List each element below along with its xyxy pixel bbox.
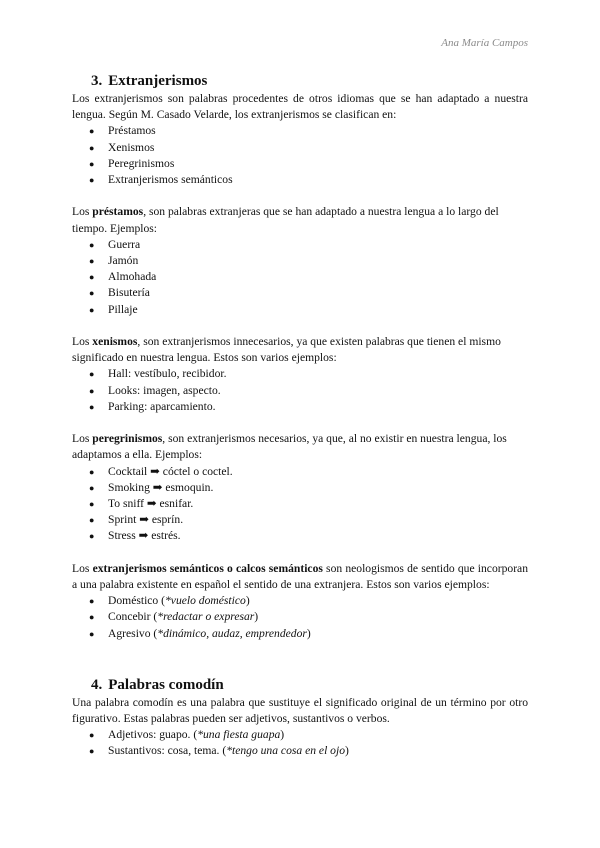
section-4-number: 4. [91, 676, 103, 693]
document-body [72, 72, 528, 760]
section-3-title: Extranjerismos [108, 73, 208, 89]
comodin-usage: *una fiesta guapa [197, 728, 281, 742]
section-4-title: Palabras comodín [108, 676, 224, 693]
type-item: ● Xenismos [72, 140, 528, 156]
prestamos-post: , son palabras extranjeras que se han adaptado a nuestra lengua a lo largo del tiempo. Ejemplos: [72, 205, 499, 235]
semanticos-example [72, 626, 528, 642]
comodin-example [72, 727, 528, 743]
comodin-close: ) [280, 728, 285, 742]
spacer [72, 642, 528, 676]
comodin-close: ) [345, 744, 349, 758]
section-3-number: 3. [91, 73, 103, 89]
semanticos-usage: *vuelo doméstico [165, 594, 246, 608]
peregrinismos-pre: Los [72, 432, 93, 446]
peregrinismos-post: , son extranjerismos necesarios, ya que, al no existir en nuestra lengua, los adaptamos a ella. Ejemplos: [72, 432, 507, 462]
prestamos-example: ● Bisutería [72, 285, 528, 301]
comodin-word: Adjetivos: guapo. ( [108, 728, 198, 742]
comodin-usage: *tengo una cosa en el ojo [226, 744, 346, 758]
type-item: ● Préstamos [72, 123, 528, 139]
peregrinismos-example: ● Stress ➡ estrés. [72, 528, 528, 544]
prestamos-term: préstamos [92, 205, 144, 219]
types-list [72, 123, 528, 188]
semanticos-word: Concebir ( [108, 610, 158, 624]
semanticos-post: son neologismos de sentido que incorporan a una palabra existente en español el sentido de una extranjera. Estos son varios ejemplos: [72, 561, 528, 592]
peregrinismos-example: ● Cocktail ➡ cóctel o coctel. [72, 464, 528, 480]
semanticos-list [72, 593, 528, 642]
prestamos-example: ● Almohada [72, 269, 528, 285]
header-author: Ana María Campos [441, 37, 528, 49]
semanticos-paragraph [72, 561, 528, 593]
spacer [72, 545, 528, 561]
spacer [72, 415, 528, 431]
xenismos-paragraph [72, 334, 528, 366]
semanticos-usage: *dinámico, audaz, emprendedor [157, 626, 307, 640]
section-4-heading [91, 676, 528, 694]
comodin-list [72, 727, 528, 759]
peregrinismos-term: peregrinismos [92, 432, 163, 446]
semanticos-close: ) [306, 626, 311, 640]
type-item: ● Extranjerismos semánticos [72, 172, 528, 188]
xenismos-example: ● Parking: aparcamiento. [72, 399, 528, 415]
xenismos-post: , son extranjerismos innecesarios, ya que existen palabras que tienen el mismo significado en nuestra lengua. Estos son varios ejemplos: [72, 335, 501, 365]
xenismos-term: xenismos [92, 335, 138, 349]
semanticos-example [72, 609, 528, 625]
semanticos-word: Doméstico ( [108, 594, 165, 608]
prestamos-example: ● Pillaje [72, 302, 528, 318]
xenismos-pre: Los [72, 335, 93, 349]
semanticos-word: Agresivo ( [108, 626, 158, 640]
type-item: ● Peregrinismos [72, 156, 528, 172]
peregrinismos-list [72, 464, 528, 545]
comodin-word: Sustantivos: cosa, tema. ( [108, 744, 227, 758]
xenismos-example: ● Looks: imagen, aspecto. [72, 383, 528, 399]
spacer [72, 188, 528, 204]
prestamos-pre: Los [72, 205, 93, 219]
semanticos-term: extranjerismos semánticos o calcos semánticos [92, 561, 323, 575]
prestamos-example: ● Guerra [72, 237, 528, 253]
spacer [72, 318, 528, 334]
section-3-intro: Los extranjerismos son palabras procedentes de otros idiomas que se han adaptado a nuestra lengua. Según M. Casado Velarde, los extranjerismos se clasifican en: [72, 92, 528, 122]
prestamos-example: ● Jamón [72, 253, 528, 269]
xenismos-example: ● Hall: vestíbulo, recibidor. [72, 366, 528, 382]
semanticos-pre: Los [72, 561, 93, 575]
comodin-example [72, 743, 528, 759]
semanticos-usage: *redactar o expresar [157, 610, 255, 624]
peregrinismos-example: ● To sniff ➡ esnifar. [72, 496, 528, 512]
prestamos-list [72, 237, 528, 318]
xenismos-list [72, 366, 528, 415]
semanticos-close: ) [245, 594, 250, 608]
peregrinismos-paragraph [72, 431, 528, 463]
peregrinismos-example: ● Sprint ➡ esprín. [72, 512, 528, 528]
semanticos-example [72, 593, 528, 609]
semanticos-close: ) [254, 610, 259, 624]
section-3-heading [91, 72, 528, 90]
peregrinismos-example: ● Smoking ➡ esmoquin. [72, 480, 528, 496]
section-4-intro: Una palabra comodín es una palabra que sustituye el significado original de un término por otro figurativo. Estas palabras pueden ser adjetivos, sustantivos o verbos. [72, 695, 528, 726]
prestamos-paragraph [72, 204, 528, 236]
